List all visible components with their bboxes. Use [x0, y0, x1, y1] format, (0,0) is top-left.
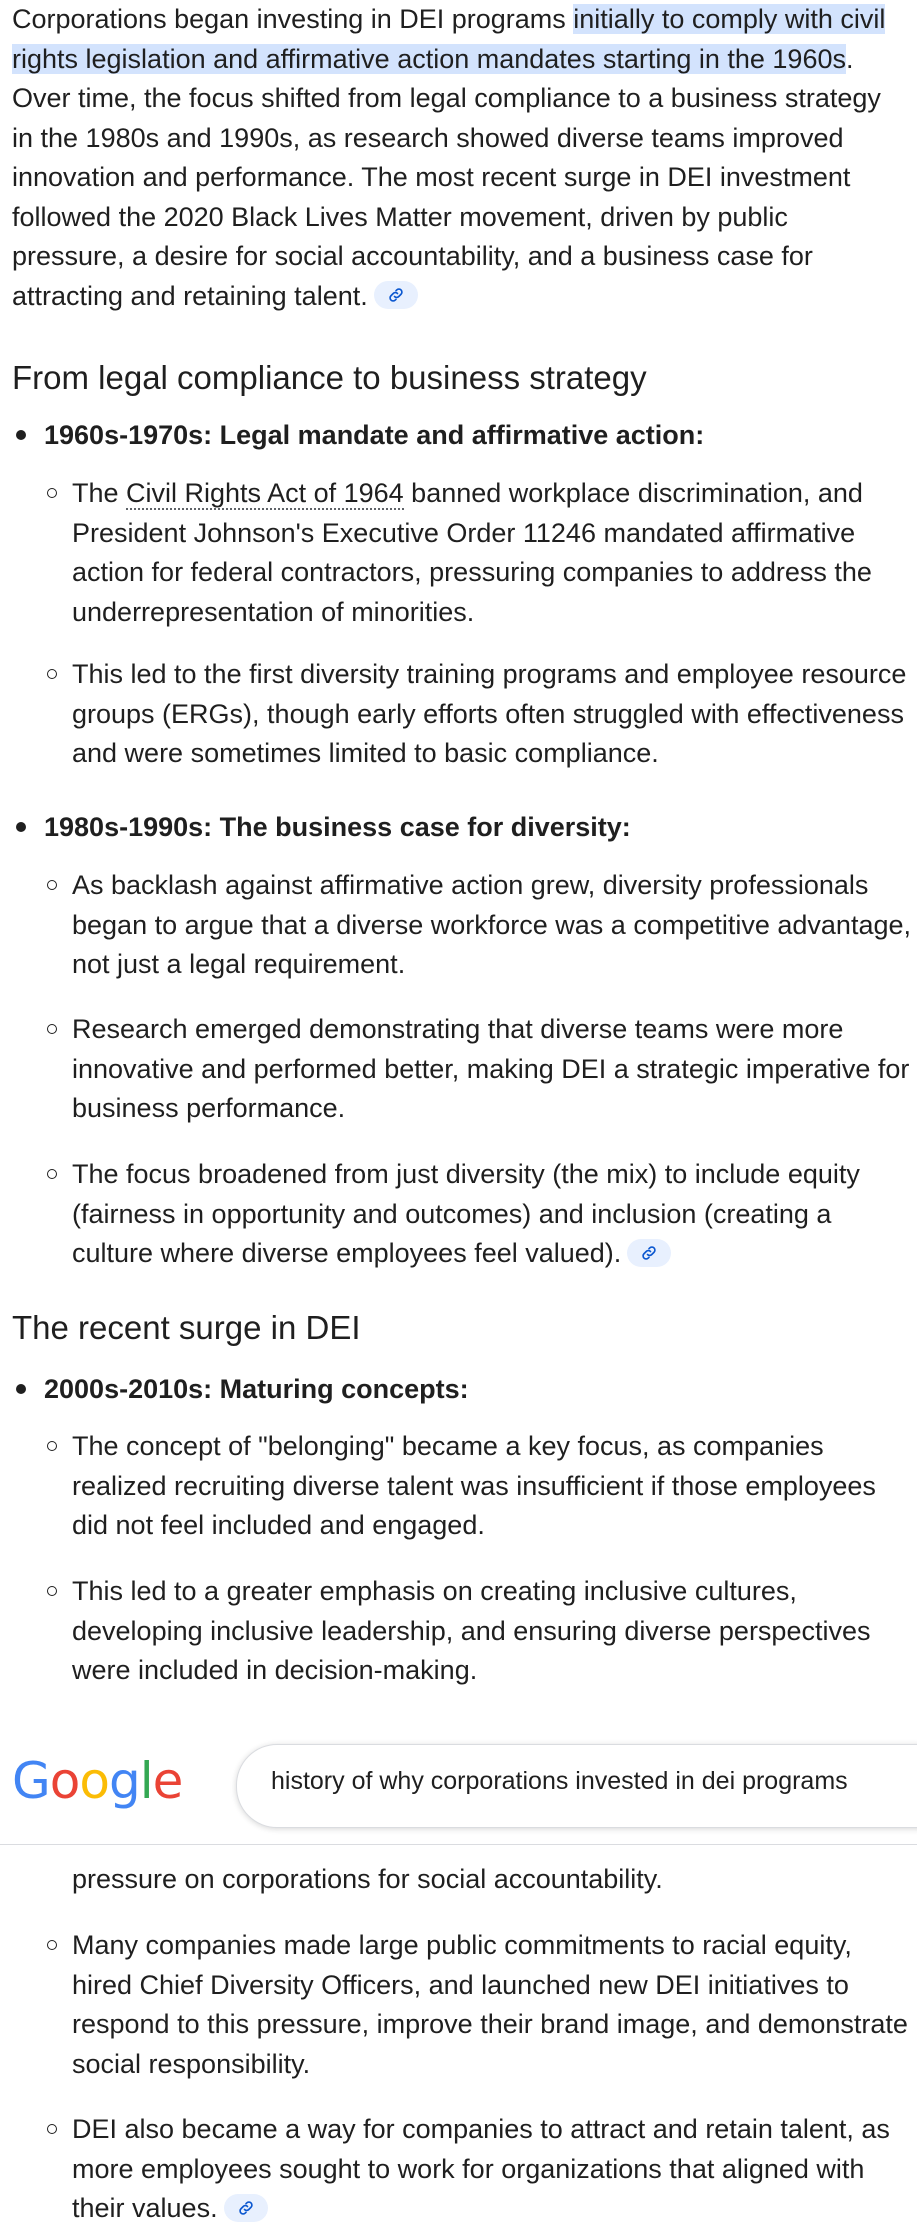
sub-bullet-civil-rights [44, 474, 912, 632]
link-icon [387, 286, 405, 304]
intro-text-rest: . Over time, the focus shifted from legal compliance to a business strategy in the 1980s and 1990s, as research showed diverse teams improved innovation and performance. The most recent surge in DEI investment followed the 2020 Black Lives Matter movement, driven by public pressure, a desire for social accountability, and a business case for attracting and retaining talent. [12, 43, 881, 311]
link-chip-button[interactable] [627, 1239, 671, 1267]
search-input[interactable] [236, 1744, 917, 1828]
link-icon [640, 1244, 658, 1262]
bullet-1980s [12, 808, 892, 848]
link-icon [237, 2199, 255, 2217]
sub-bullet-text: DEI also became a way for companies to attract and retain talent, as more employees sought to work for organizations that aligned with their values. [72, 2114, 890, 2223]
sub-bullet-research: Research emerged demonstrating that diverse teams were more innovative and performed better, making DEI a strategic imperative for business performance. [44, 1010, 912, 1129]
bullet-2000s [12, 1370, 892, 1410]
sub-bullet-first-programs: This led to the first diversity training programs and employee resource groups (ERGs), though early efforts often struggled with effectiveness and were sometimes limited to basic compliance. [44, 655, 912, 774]
intro-text: Corporations began investing in DEI programs [12, 4, 574, 34]
sub-bullet-text-rest: banned workplace discrimination, and President Johnson's Executive Order 11246 mandated affirmative action for federal contractors, pressuring companies to address the underrepresentation of minorities. [72, 478, 872, 627]
sub-bullet-belonging: The concept of "belonging" became a key focus, as companies realized recruiting diverse talent was insufficient if those employees did not feel included and engaged. [44, 1427, 912, 1546]
section-heading-legal: From legal compliance to business strategy [12, 359, 647, 396]
sub-bullet-text: The focus broadened from just diversity (the mix) to include equity (fairness in opportunity and outcomes) and inclusion (creating a culture where diverse employees feel valued). [72, 1159, 860, 1268]
civil-rights-act-link[interactable]: Civil Rights Act of 1964 [126, 478, 404, 508]
highlighted-text: initially to comply with civil rights legislation and affirmative action mandates starting in the 1960s [12, 4, 886, 74]
sub-bullet-commitments: Many companies made large public commitments to racial equity, hired Chief Diversity Officers, and launched new DEI initiatives to respond to this pressure, improve their brand image, and demonstrate social responsibility. [44, 1926, 912, 2084]
partial-line [44, 1860, 912, 1900]
section-heading-surge: The recent surge in DEI [12, 1309, 361, 1346]
search-query-text: history of why corporations invested in dei programs [271, 1767, 848, 1795]
partial-line-text: pressure on corporations for social accountability. [72, 1864, 663, 1894]
sub-bullet-inclusive: This led to a greater emphasis on creating inclusive cultures, developing inclusive leadership, and ensuring diverse perspectives were included in decision-making. [44, 1572, 912, 1691]
bullet-title: 2000s-2010s: Maturing concepts: [44, 1374, 469, 1404]
link-chip-button[interactable] [224, 2194, 268, 2222]
bullet-title: 1980s-1990s: The business case for diversity: [44, 812, 631, 842]
sub-bullet-backlash: As backlash against affirmative action grew, diversity professionals began to argue that a diverse workforce was a competitive advantage, not just a legal requirement. [44, 866, 912, 985]
sticky-search-bar [0, 1722, 917, 1845]
sub-bullet-talent [44, 2110, 912, 2229]
sub-bullet-text: The [72, 478, 127, 508]
intro-paragraph [12, 0, 892, 316]
google-logo[interactable]: Google [12, 1752, 183, 1810]
link-chip-button[interactable] [374, 281, 418, 309]
bullet-1960s [12, 416, 892, 456]
bullet-title: 1960s-1970s: Legal mandate and affirmative action: [44, 420, 705, 450]
sub-bullet-focus [44, 1155, 912, 1274]
